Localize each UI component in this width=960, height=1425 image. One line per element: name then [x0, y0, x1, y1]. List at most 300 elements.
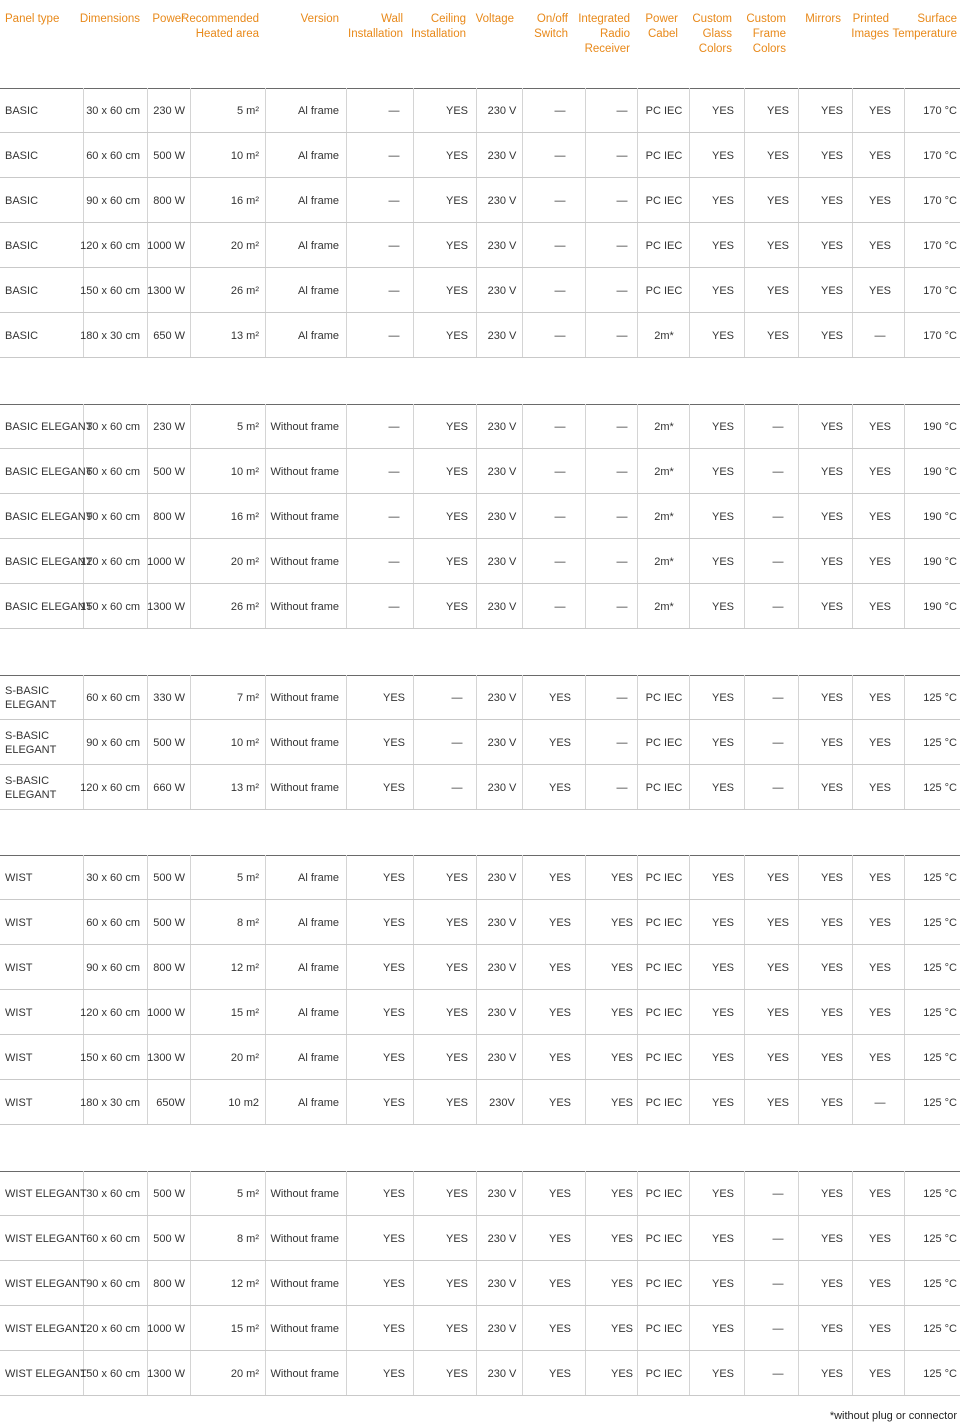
- cell-voltage: 230 V: [487, 329, 517, 342]
- cell-onoff-switch: —: [554, 420, 566, 433]
- cell-onoff-switch: YES: [548, 781, 572, 794]
- cell-custom-frame-colors: —: [772, 510, 784, 523]
- cell-wall-installation: YES: [382, 691, 406, 704]
- row-divider: [0, 628, 960, 629]
- cell-wall-installation: YES: [382, 916, 406, 929]
- cell-radio-receiver: —: [616, 691, 628, 704]
- cell-surface-temperature: 170 °C: [923, 329, 957, 342]
- cell-panel-type: BASIC: [5, 239, 39, 252]
- cell-printed-images: YES: [868, 1367, 892, 1380]
- header-panel-type: Panel type: [5, 13, 60, 25]
- cell-wall-installation: —: [388, 149, 400, 162]
- cell-panel-type: BASIC: [5, 149, 39, 162]
- cell-power-cabel: 2m*: [654, 600, 674, 613]
- cell-mirrors: YES: [820, 1277, 844, 1290]
- cell-power: 1000 W: [147, 555, 185, 568]
- cell-ceiling-installation: YES: [445, 916, 469, 929]
- cell-ceiling-installation: —: [451, 781, 463, 794]
- cell-mirrors: YES: [820, 871, 844, 884]
- cell-panel-type: BASIC ELEGANT: [5, 465, 93, 478]
- cell-custom-frame-colors: —: [772, 465, 784, 478]
- cell-printed-images: YES: [868, 781, 892, 794]
- cell-dimensions: 180 x 30 cm: [80, 1096, 140, 1109]
- cell-power: 1300 W: [147, 1051, 185, 1064]
- cell-surface-temperature: 125 °C: [923, 1367, 957, 1380]
- cell-power-cabel: PC IEC: [645, 871, 683, 884]
- cell-voltage: 230 V: [487, 781, 517, 794]
- cell-power: 800 W: [153, 961, 185, 974]
- header-custom-glass-colors: Custom Glass Colors: [692, 13, 732, 55]
- cell-version: Without frame: [270, 736, 339, 749]
- cell-voltage: 230 V: [487, 961, 517, 974]
- cell-printed-images: YES: [868, 510, 892, 523]
- cell-custom-glass-colors: YES: [711, 871, 735, 884]
- cell-voltage: 230 V: [487, 916, 517, 929]
- cell-mirrors: YES: [820, 329, 844, 342]
- cell-voltage: 230 V: [487, 1006, 517, 1019]
- cell-heated-area: 20 m²: [230, 239, 259, 252]
- cell-ceiling-installation: YES: [445, 1322, 469, 1335]
- cell-power: 1300 W: [147, 1367, 185, 1380]
- cell-dimensions: 120 x 60 cm: [80, 239, 140, 252]
- cell-radio-receiver: —: [616, 284, 628, 297]
- table-row: [0, 404, 960, 449]
- cell-voltage: 230 V: [487, 1051, 517, 1064]
- cell-power-cabel: PC IEC: [645, 1232, 683, 1245]
- cell-dimensions: 60 x 60 cm: [86, 465, 140, 478]
- cell-ceiling-installation: YES: [445, 1051, 469, 1064]
- cell-onoff-switch: YES: [548, 736, 572, 749]
- cell-panel-type: WIST ELEGANT: [5, 1187, 87, 1200]
- header-version: Version: [300, 13, 339, 25]
- cell-ceiling-installation: YES: [445, 194, 469, 207]
- table-row: [0, 268, 960, 313]
- cell-printed-images: YES: [868, 1322, 892, 1335]
- cell-wall-installation: YES: [382, 1096, 406, 1109]
- cell-ceiling-installation: YES: [445, 465, 469, 478]
- cell-ceiling-installation: —: [451, 736, 463, 749]
- cell-custom-frame-colors: —: [772, 1367, 784, 1380]
- cell-custom-frame-colors: YES: [766, 1006, 790, 1019]
- cell-ceiling-installation: YES: [445, 104, 469, 117]
- cell-custom-frame-colors: YES: [766, 871, 790, 884]
- cell-printed-images: YES: [868, 1051, 892, 1064]
- cell-voltage: 230 V: [487, 239, 517, 252]
- cell-printed-images: YES: [868, 600, 892, 613]
- cell-onoff-switch: YES: [548, 871, 572, 884]
- cell-custom-frame-colors: —: [772, 1322, 784, 1335]
- cell-heated-area: 12 m²: [230, 1277, 259, 1290]
- cell-panel-type: S-BASIC ELEGANT: [5, 684, 57, 711]
- cell-custom-frame-colors: YES: [766, 239, 790, 252]
- cell-mirrors: YES: [820, 194, 844, 207]
- cell-dimensions: 150 x 60 cm: [80, 1051, 140, 1064]
- cell-surface-temperature: 125 °C: [923, 691, 957, 704]
- cell-surface-temperature: 190 °C: [923, 465, 957, 478]
- cell-version: Al frame: [298, 149, 339, 162]
- cell-ceiling-installation: —: [451, 691, 463, 704]
- cell-onoff-switch: YES: [548, 1096, 572, 1109]
- table-row: [0, 1216, 960, 1261]
- cell-surface-temperature: 125 °C: [923, 1187, 957, 1200]
- cell-mirrors: YES: [820, 149, 844, 162]
- cell-power-cabel: PC IEC: [645, 104, 683, 117]
- header-dimensions: Dimensions: [79, 13, 140, 25]
- header-mirrors: Mirrors: [805, 13, 841, 25]
- cell-voltage: 230 V: [487, 691, 517, 704]
- cell-dimensions: 90 x 60 cm: [86, 1277, 140, 1290]
- cell-power: 1000 W: [147, 1322, 185, 1335]
- cell-power-cabel: PC IEC: [645, 239, 683, 252]
- cell-wall-installation: —: [388, 510, 400, 523]
- cell-dimensions: 90 x 60 cm: [86, 510, 140, 523]
- table-row: [0, 584, 960, 629]
- cell-power: 660 W: [153, 781, 185, 794]
- cell-version: Without frame: [270, 691, 339, 704]
- cell-version: Al frame: [298, 961, 339, 974]
- cell-onoff-switch: —: [554, 465, 566, 478]
- table-row: [0, 720, 960, 765]
- cell-surface-temperature: 125 °C: [923, 736, 957, 749]
- cell-version: Without frame: [270, 1322, 339, 1335]
- cell-custom-glass-colors: YES: [711, 1277, 735, 1290]
- cell-onoff-switch: —: [554, 284, 566, 297]
- cell-dimensions: 60 x 60 cm: [86, 916, 140, 929]
- header-printed-images: Printed Images: [851, 13, 889, 40]
- cell-dimensions: 60 x 60 cm: [86, 1232, 140, 1245]
- header-custom-frame-colors: Custom Frame Colors: [746, 13, 786, 55]
- cell-mirrors: YES: [820, 1322, 844, 1335]
- cell-custom-frame-colors: —: [772, 1277, 784, 1290]
- cell-heated-area: 16 m²: [230, 510, 259, 523]
- cell-power: 230 W: [153, 104, 185, 117]
- cell-surface-temperature: 125 °C: [923, 1232, 957, 1245]
- cell-version: Al frame: [298, 239, 339, 252]
- cell-version: Without frame: [270, 600, 339, 613]
- cell-printed-images: YES: [868, 284, 892, 297]
- footnote: *without plug or connector: [829, 1410, 957, 1422]
- cell-radio-receiver: YES: [610, 871, 634, 884]
- cell-panel-type: WIST ELEGANT: [5, 1277, 87, 1290]
- cell-power: 500 W: [153, 1232, 185, 1245]
- cell-heated-area: 7 m²: [237, 691, 259, 704]
- table-row: [0, 675, 960, 720]
- cell-printed-images: —: [874, 329, 886, 342]
- cell-power: 650W: [156, 1096, 185, 1109]
- cell-power: 650 W: [153, 329, 185, 342]
- cell-ceiling-installation: YES: [445, 329, 469, 342]
- cell-onoff-switch: YES: [548, 1232, 572, 1245]
- cell-voltage: 230 V: [487, 465, 517, 478]
- table-row: [0, 900, 960, 945]
- cell-mirrors: YES: [820, 104, 844, 117]
- cell-power-cabel: PC IEC: [645, 1187, 683, 1200]
- cell-printed-images: YES: [868, 916, 892, 929]
- cell-panel-type: S-BASIC ELEGANT: [5, 774, 57, 801]
- row-divider: [0, 357, 960, 358]
- cell-version: Al frame: [298, 194, 339, 207]
- cell-printed-images: YES: [868, 149, 892, 162]
- cell-power-cabel: 2m*: [654, 329, 674, 342]
- cell-power: 500 W: [153, 149, 185, 162]
- cell-printed-images: YES: [868, 1187, 892, 1200]
- cell-wall-installation: YES: [382, 1187, 406, 1200]
- table-row: [0, 223, 960, 268]
- cell-surface-temperature: 125 °C: [923, 916, 957, 929]
- cell-onoff-switch: —: [554, 600, 566, 613]
- cell-custom-glass-colors: YES: [711, 1096, 735, 1109]
- table-header: [0, 0, 960, 70]
- cell-panel-type: WIST ELEGANT: [5, 1367, 87, 1380]
- cell-radio-receiver: YES: [610, 1187, 634, 1200]
- cell-panel-type: WIST ELEGANT: [5, 1232, 87, 1245]
- cell-onoff-switch: —: [554, 239, 566, 252]
- cell-custom-glass-colors: YES: [711, 1232, 735, 1245]
- cell-version: Al frame: [298, 329, 339, 342]
- cell-radio-receiver: YES: [610, 1232, 634, 1245]
- cell-version: Al frame: [298, 284, 339, 297]
- table-row: [0, 1171, 960, 1216]
- cell-onoff-switch: —: [554, 510, 566, 523]
- cell-power-cabel: PC IEC: [645, 1096, 683, 1109]
- cell-custom-glass-colors: YES: [711, 555, 735, 568]
- cell-onoff-switch: —: [554, 329, 566, 342]
- cell-onoff-switch: YES: [548, 1367, 572, 1380]
- cell-version: Without frame: [270, 420, 339, 433]
- cell-version: Without frame: [270, 465, 339, 478]
- cell-version: Al frame: [298, 871, 339, 884]
- cell-radio-receiver: —: [616, 239, 628, 252]
- cell-radio-receiver: —: [616, 420, 628, 433]
- cell-radio-receiver: YES: [610, 961, 634, 974]
- cell-version: Without frame: [270, 1187, 339, 1200]
- cell-wall-installation: YES: [382, 781, 406, 794]
- cell-custom-frame-colors: —: [772, 555, 784, 568]
- cell-onoff-switch: —: [554, 149, 566, 162]
- cell-mirrors: YES: [820, 736, 844, 749]
- cell-dimensions: 120 x 60 cm: [80, 1322, 140, 1335]
- cell-custom-glass-colors: YES: [711, 1187, 735, 1200]
- cell-power-cabel: 2m*: [654, 555, 674, 568]
- cell-dimensions: 90 x 60 cm: [86, 736, 140, 749]
- cell-dimensions: 60 x 60 cm: [86, 149, 140, 162]
- cell-radio-receiver: YES: [610, 1006, 634, 1019]
- cell-custom-frame-colors: YES: [766, 149, 790, 162]
- row-divider: [0, 1395, 960, 1396]
- cell-dimensions: 30 x 60 cm: [86, 1187, 140, 1200]
- cell-radio-receiver: —: [616, 104, 628, 117]
- cell-wall-installation: YES: [382, 1277, 406, 1290]
- cell-power-cabel: PC IEC: [645, 736, 683, 749]
- cell-ceiling-installation: YES: [445, 1187, 469, 1200]
- cell-custom-glass-colors: YES: [711, 600, 735, 613]
- cell-surface-temperature: 170 °C: [923, 149, 957, 162]
- cell-power: 330 W: [153, 691, 185, 704]
- cell-power-cabel: 2m*: [654, 510, 674, 523]
- table-row: [0, 990, 960, 1035]
- cell-heated-area: 26 m²: [230, 600, 259, 613]
- cell-dimensions: 150 x 60 cm: [80, 600, 140, 613]
- cell-power: 500 W: [153, 916, 185, 929]
- cell-wall-installation: —: [388, 239, 400, 252]
- cell-custom-frame-colors: —: [772, 1187, 784, 1200]
- cell-mirrors: YES: [820, 1187, 844, 1200]
- cell-wall-installation: YES: [382, 961, 406, 974]
- cell-radio-receiver: YES: [610, 1322, 634, 1335]
- cell-dimensions: 120 x 60 cm: [80, 781, 140, 794]
- cell-power-cabel: PC IEC: [645, 1367, 683, 1380]
- cell-power-cabel: PC IEC: [645, 1322, 683, 1335]
- cell-panel-type: BASIC ELEGANT: [5, 510, 93, 523]
- cell-mirrors: YES: [820, 1006, 844, 1019]
- cell-wall-installation: —: [388, 465, 400, 478]
- cell-voltage: 230 V: [487, 1232, 517, 1245]
- cell-surface-temperature: 170 °C: [923, 104, 957, 117]
- cell-surface-temperature: 125 °C: [923, 961, 957, 974]
- cell-voltage: 230V: [489, 1096, 515, 1109]
- cell-custom-frame-colors: YES: [766, 916, 790, 929]
- cell-radio-receiver: —: [616, 149, 628, 162]
- cell-version: Without frame: [270, 510, 339, 523]
- cell-version: Al frame: [298, 916, 339, 929]
- cell-printed-images: YES: [868, 736, 892, 749]
- cell-mirrors: YES: [820, 420, 844, 433]
- cell-heated-area: 13 m²: [230, 329, 259, 342]
- cell-heated-area: 15 m²: [230, 1006, 259, 1019]
- cell-version: Al frame: [298, 1006, 339, 1019]
- cell-heated-area: 10 m²: [230, 149, 259, 162]
- cell-printed-images: YES: [868, 104, 892, 117]
- cell-custom-frame-colors: YES: [766, 284, 790, 297]
- cell-custom-glass-colors: YES: [711, 691, 735, 704]
- cell-power: 1300 W: [147, 600, 185, 613]
- cell-custom-frame-colors: YES: [766, 104, 790, 117]
- cell-printed-images: YES: [868, 871, 892, 884]
- header-heated-area: Recommended Heated area: [181, 13, 259, 40]
- cell-custom-frame-colors: YES: [766, 961, 790, 974]
- cell-panel-type: S-BASIC ELEGANT: [5, 729, 57, 756]
- cell-wall-installation: —: [388, 329, 400, 342]
- cell-heated-area: 15 m²: [230, 1322, 259, 1335]
- cell-custom-glass-colors: YES: [711, 1006, 735, 1019]
- cell-custom-glass-colors: YES: [711, 284, 735, 297]
- cell-voltage: 230 V: [487, 871, 517, 884]
- cell-wall-installation: —: [388, 420, 400, 433]
- cell-version: Without frame: [270, 1232, 339, 1245]
- cell-custom-frame-colors: YES: [766, 1096, 790, 1109]
- cell-power-cabel: PC IEC: [645, 1277, 683, 1290]
- cell-voltage: 230 V: [487, 1187, 517, 1200]
- cell-custom-frame-colors: —: [772, 781, 784, 794]
- cell-mirrors: YES: [820, 239, 844, 252]
- cell-power-cabel: 2m*: [654, 420, 674, 433]
- cell-wall-installation: —: [388, 194, 400, 207]
- cell-custom-glass-colors: YES: [711, 329, 735, 342]
- cell-wall-installation: —: [388, 104, 400, 117]
- cell-heated-area: 20 m²: [230, 1051, 259, 1064]
- cell-printed-images: YES: [868, 1232, 892, 1245]
- cell-custom-glass-colors: YES: [711, 1322, 735, 1335]
- cell-heated-area: 10 m2: [228, 1096, 259, 1109]
- cell-dimensions: 60 x 60 cm: [86, 691, 140, 704]
- cell-ceiling-installation: YES: [445, 555, 469, 568]
- cell-panel-type: WIST: [5, 1051, 33, 1064]
- cell-printed-images: YES: [868, 961, 892, 974]
- cell-custom-frame-colors: YES: [766, 194, 790, 207]
- cell-onoff-switch: YES: [548, 1322, 572, 1335]
- cell-panel-type: BASIC: [5, 329, 39, 342]
- cell-onoff-switch: YES: [548, 961, 572, 974]
- cell-surface-temperature: 125 °C: [923, 781, 957, 794]
- cell-onoff-switch: YES: [548, 1277, 572, 1290]
- cell-heated-area: 12 m²: [230, 961, 259, 974]
- cell-power-cabel: PC IEC: [645, 194, 683, 207]
- cell-panel-type: WIST: [5, 916, 33, 929]
- table-row: [0, 1261, 960, 1306]
- cell-heated-area: 8 m²: [237, 1232, 259, 1245]
- cell-heated-area: 16 m²: [230, 194, 259, 207]
- table-row: [0, 1351, 960, 1396]
- cell-version: Without frame: [270, 1277, 339, 1290]
- cell-voltage: 230 V: [487, 1322, 517, 1335]
- cell-power: 500 W: [153, 871, 185, 884]
- cell-ceiling-installation: YES: [445, 1006, 469, 1019]
- cell-printed-images: YES: [868, 194, 892, 207]
- row-divider: [0, 809, 960, 810]
- header-power: Power: [152, 13, 185, 25]
- cell-surface-temperature: 125 °C: [923, 1277, 957, 1290]
- header-radio-receiver: Integrated Radio Receiver: [578, 13, 630, 55]
- cell-onoff-switch: YES: [548, 1187, 572, 1200]
- cell-wall-installation: —: [388, 600, 400, 613]
- cell-radio-receiver: YES: [610, 1367, 634, 1380]
- cell-printed-images: YES: [868, 420, 892, 433]
- header-onoff-switch: On/off Switch: [534, 13, 568, 40]
- cell-custom-glass-colors: YES: [711, 510, 735, 523]
- cell-version: Without frame: [270, 781, 339, 794]
- cell-custom-glass-colors: YES: [711, 1051, 735, 1064]
- cell-printed-images: YES: [868, 1006, 892, 1019]
- cell-ceiling-installation: YES: [445, 1232, 469, 1245]
- cell-ceiling-installation: YES: [445, 1096, 469, 1109]
- cell-radio-receiver: —: [616, 510, 628, 523]
- cell-radio-receiver: —: [616, 600, 628, 613]
- cell-heated-area: 10 m²: [230, 736, 259, 749]
- cell-panel-type: BASIC ELEGANT: [5, 600, 93, 613]
- cell-radio-receiver: YES: [610, 916, 634, 929]
- cell-radio-receiver: —: [616, 736, 628, 749]
- cell-panel-type: BASIC: [5, 194, 39, 207]
- cell-voltage: 230 V: [487, 149, 517, 162]
- table-row: [0, 133, 960, 178]
- cell-ceiling-installation: YES: [445, 961, 469, 974]
- cell-mirrors: YES: [820, 510, 844, 523]
- cell-surface-temperature: 125 °C: [923, 1322, 957, 1335]
- cell-wall-installation: —: [388, 284, 400, 297]
- cell-dimensions: 30 x 60 cm: [86, 420, 140, 433]
- cell-dimensions: 120 x 60 cm: [80, 1006, 140, 1019]
- cell-wall-installation: YES: [382, 871, 406, 884]
- cell-power: 1300 W: [147, 284, 185, 297]
- cell-wall-installation: YES: [382, 1006, 406, 1019]
- header-voltage: Voltage: [475, 13, 514, 25]
- cell-wall-installation: YES: [382, 736, 406, 749]
- cell-mirrors: YES: [820, 691, 844, 704]
- cell-surface-temperature: 190 °C: [923, 555, 957, 568]
- header-power-cabel: Power Cabel: [645, 13, 678, 40]
- cell-panel-type: WIST ELEGANT: [5, 1322, 87, 1335]
- cell-voltage: 230 V: [487, 284, 517, 297]
